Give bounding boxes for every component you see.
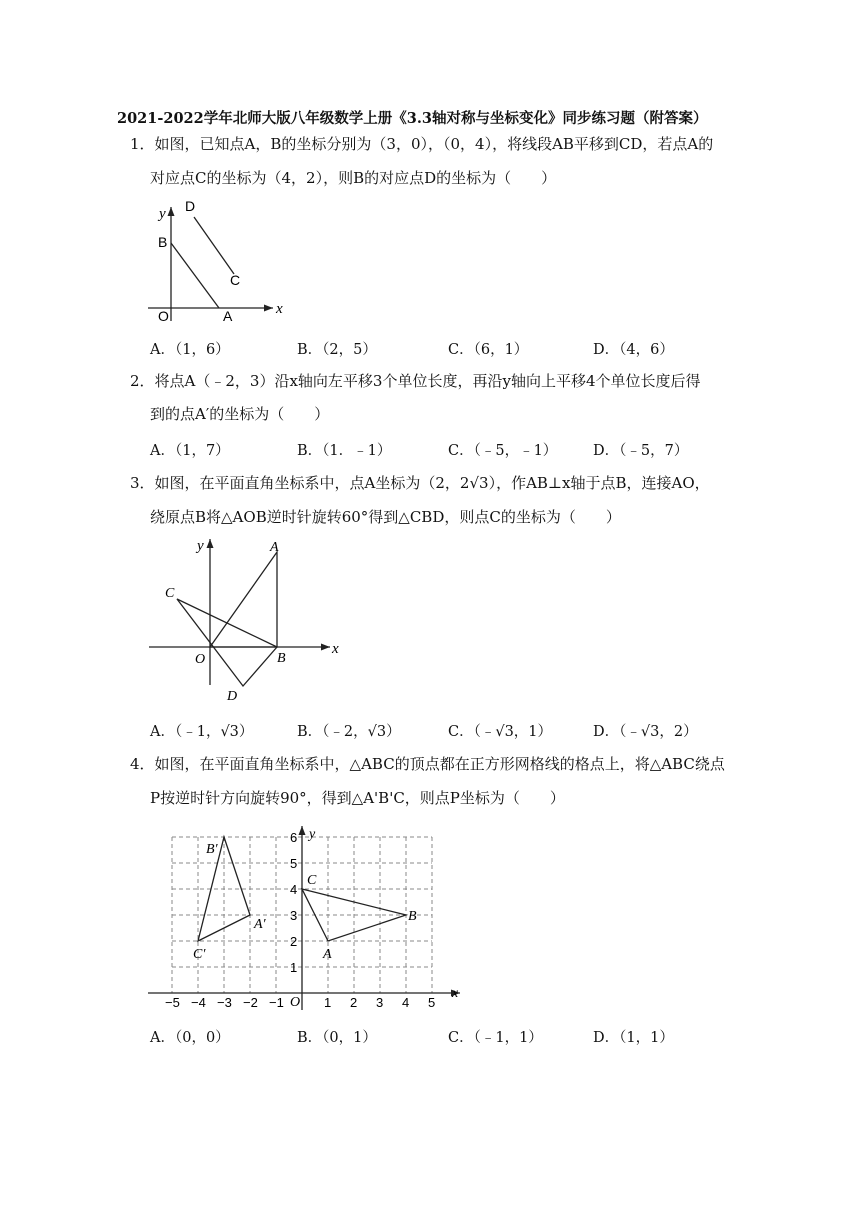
q3-option-a[interactable]: A．（﹣1，√3） — [150, 724, 254, 740]
label-a: A — [270, 540, 279, 555]
x-tick-label: 2 — [350, 995, 358, 1010]
y-tick-label: 5 — [290, 856, 298, 871]
label-b: B — [408, 909, 417, 924]
label-c: C — [165, 586, 175, 601]
label-a: A — [223, 308, 233, 324]
label-y: y — [159, 206, 166, 222]
x-tick-label: −1 — [269, 995, 284, 1010]
label-c-prime: C′ — [193, 947, 206, 962]
x-tick-label: 3 — [376, 995, 384, 1010]
label-x: x — [276, 301, 283, 317]
x-tick-label: −5 — [165, 995, 180, 1010]
y-tick-label: 6 — [290, 830, 298, 845]
x-tick-label: −4 — [191, 995, 206, 1010]
x-tick-label: 1 — [324, 995, 332, 1010]
q4-option-b[interactable]: B．（0，1） — [297, 1030, 377, 1046]
y-tick-label: 2 — [290, 934, 298, 949]
label-b-prime: B′ — [206, 842, 218, 857]
question-4-line-2: P按逆时针方向旋转90°，得到△A'B'C，则点P坐标为（ ） — [150, 789, 565, 807]
y-tick-label: 3 — [290, 908, 298, 923]
label-c: C — [307, 873, 317, 888]
question-1-line-2: 对应点C的坐标为（4，2），则B的对应点D的坐标为（ ） — [150, 169, 557, 187]
label-b: B — [277, 651, 286, 666]
question-3-figure — [140, 535, 360, 710]
label-o: O — [290, 995, 301, 1010]
question-4-line-1: 4．如图，在平面直角坐标系中，△ABC的顶点都在正方形网格线的格点上，将△ABC绕点 — [130, 755, 725, 773]
label-a-prime: A′ — [254, 917, 266, 932]
question-4-figure — [140, 820, 480, 1020]
label-b: B — [158, 234, 168, 250]
x-tick-label: 4 — [402, 995, 410, 1010]
label-y: y — [309, 827, 316, 842]
q2-option-b[interactable]: B．（1．﹣1） — [297, 443, 392, 459]
label-y: y — [197, 538, 204, 554]
y-axis-arrow — [299, 826, 306, 835]
q2-option-c[interactable]: C．（﹣5，﹣1） — [448, 443, 558, 459]
label-a: A — [323, 947, 332, 962]
label-x: x — [332, 641, 339, 657]
label-c: C — [230, 272, 241, 288]
page-title: 2021-2022学年北师大版八年级数学上册《3.3轴对称与坐标变化》同步练习题（附答案） — [117, 110, 708, 127]
triangle-aob — [210, 552, 277, 647]
q4-option-c[interactable]: C．（﹣1，1） — [448, 1030, 543, 1046]
q1-option-d[interactable]: D．（4，6） — [593, 342, 674, 358]
question-3-line-2: 绕原点B将△AOB逆时针旋转60°得到△CBD，则点C的坐标为（ ） — [150, 508, 621, 526]
q2-option-d[interactable]: D．（﹣5，7） — [593, 443, 689, 459]
label-d: D — [185, 198, 196, 214]
q1-option-c[interactable]: C．（6，1） — [448, 342, 529, 358]
question-2-line-1: 2．将点A（﹣2，3）沿x轴向左平移3个单位长度，再沿y轴向上平移4个单位长度后得 — [130, 372, 701, 390]
question-1-line-1: 1．如图，已知点A，B的坐标分别为（3，0），（0，4），将线段AB平移到CD，若点A的 — [130, 135, 714, 153]
segment-cd — [194, 217, 234, 274]
q3-option-c[interactable]: C．（﹣√3，1） — [448, 724, 553, 740]
question-3-line-1: 3．如图，在平面直角坐标系中，点A坐标为（2，2√3），作AB⊥x轴于点B，连接AO， — [130, 474, 710, 492]
q2-option-a[interactable]: A．（1，7） — [150, 443, 230, 459]
q4-option-a[interactable]: A．（0，0） — [150, 1030, 230, 1046]
x-tick-label: −3 — [217, 995, 232, 1010]
question-1-figure — [140, 195, 300, 325]
triangle-cbd — [177, 599, 277, 686]
y-axis-arrow — [168, 207, 175, 216]
q3-option-b[interactable]: B．（﹣2，√3） — [297, 724, 401, 740]
question-2-line-2: 到的点A′的坐标为（ ） — [150, 405, 330, 423]
label-o: O — [195, 652, 206, 667]
x-tick-label: 5 — [428, 995, 436, 1010]
segment-ab — [171, 243, 219, 308]
x-axis-arrow — [321, 644, 330, 651]
q4-option-d[interactable]: D．（1，1） — [593, 1030, 674, 1046]
axis-ticks — [165, 830, 435, 1010]
y-tick-label: 4 — [290, 882, 298, 897]
label-x: x — [452, 986, 459, 1001]
q1-option-a[interactable]: A．（1，6） — [150, 342, 230, 358]
y-axis-arrow — [207, 539, 214, 548]
label-o: O — [158, 308, 169, 324]
x-axis-arrow — [264, 305, 273, 312]
x-tick-label: −2 — [243, 995, 258, 1010]
y-tick-label: 1 — [290, 960, 298, 975]
q1-option-b[interactable]: B．（2，5） — [297, 342, 377, 358]
label-d: D — [227, 689, 238, 704]
q3-option-d[interactable]: D．（﹣√3，2） — [593, 724, 698, 740]
